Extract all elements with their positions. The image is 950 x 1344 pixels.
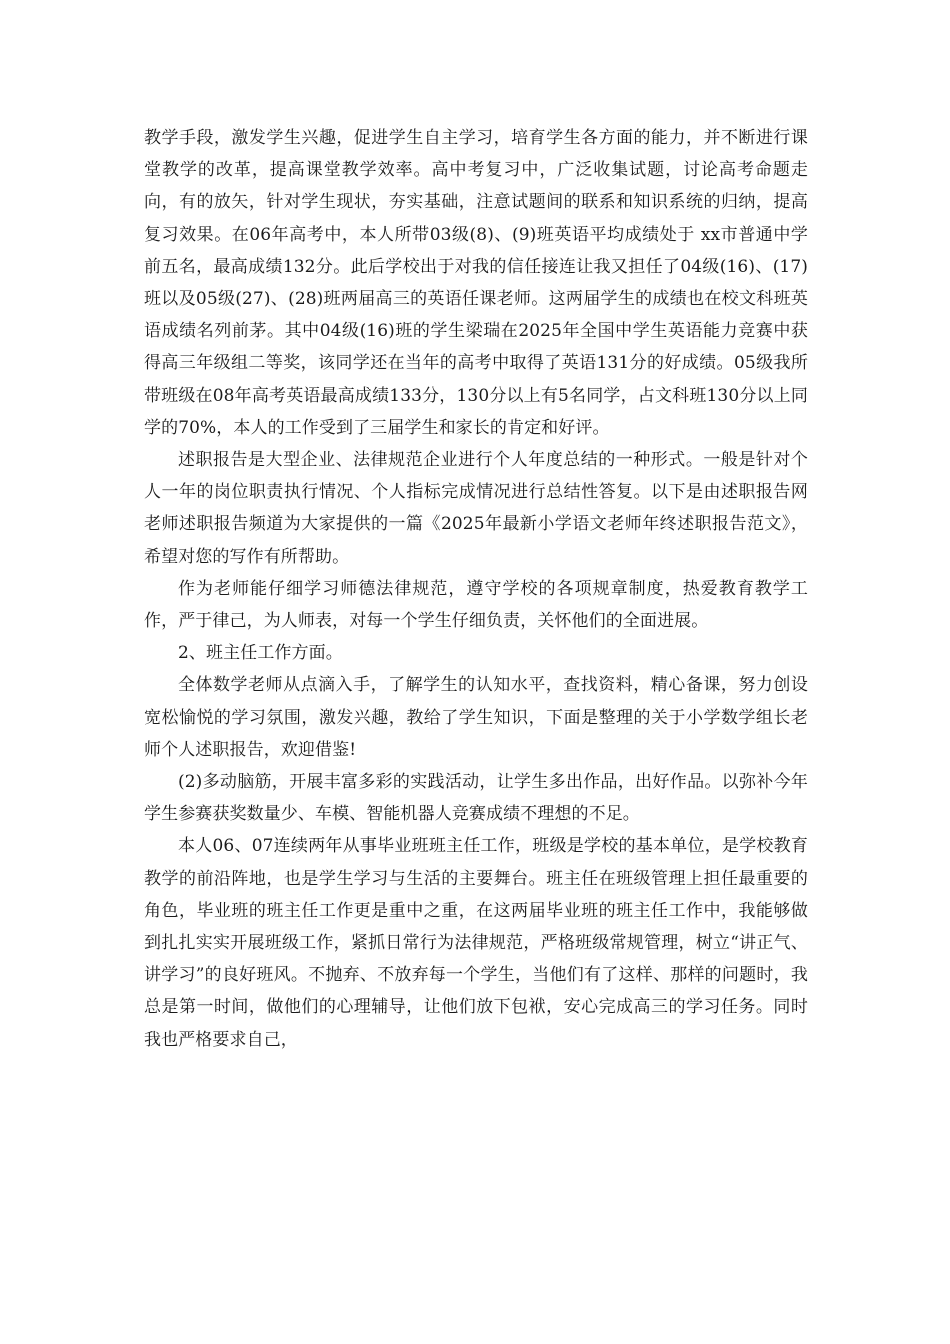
paragraph-5: 全体数学老师从点滴入手，了解学生的认知水平，查找资料，精心备课，努力创设宽松愉悦的学习氛围，激发兴趣，教给了学生知识，下面是整理的关于小学数学组长老师个人述职报告，欢迎借鉴! xyxy=(144,675,808,760)
paragraph-6: (2)多动脑筋，开展丰富多彩的实践活动，让学生多出作品，出好作品。以弥补今年学生参赛获奖数量少、车模、智能机器人竞赛成绩不理想的不足。 xyxy=(144,772,808,825)
paragraph-1: 教学手段，激发学生兴趣，促进学生自主学习，培育学生各方面的能力，并不断进行课堂教学的改革，提高课堂教学效率。高中考复习中，广泛收集试题，讨论高考命题走向，有的放矢，针对学生现状，夯实基础，注意试题间的联系和知识系统的归纳，提高复习效果。在06年高考中，本人所带03级(8)、(9)班英语平均成绩处于 xx市普通中学前五名，最高成绩132分。此后学校出于对我的信任接连让我又担任了04级(16)、(17)班以及05级(27)、(28)班两届高三的英语任课老师。这两届学生的成绩也在校文科班英语成绩名列前茅。其中04级(16)班的学生梁瑞在2025年全国中学生英语能力竞赛中获得高三年级组二等奖，该同学还在当年的高考中取得了英语131分的好成绩。05级我所带班级在08年高考英语最高成绩133分，130分以上有5名同学，占文科班130分以上同学的70%，本人的工作受到了三届学生和家长的肯定和好评。 xyxy=(144,128,808,438)
paragraph-4: 2、班主任工作方面。 xyxy=(178,643,343,664)
paragraph-3: 作为老师能仔细学习师德法律规范，遵守学校的各项规章制度，热爱教育教学工作，严于律己，为人师表，对每一个学生仔细负责，关怀他们的全面进展。 xyxy=(144,578,808,632)
paragraph-2: 述职报告是大型企业、法律规范企业进行个人年度总结的一种形式。一般是针对个人一年的岗位职责执行情况、个人指标完成情况进行总结性答复。以下是由述职报告网老师述职报告频道为大家提供的一篇《2025年最新小学语文老师年终述职报告范文》，希望对您的写作有所帮助。 xyxy=(144,450,808,567)
document-body xyxy=(144,122,808,1056)
paragraph-7: 本人06、07连续两年从事毕业班班主任工作，班级是学校的基本单位，是学校教育教学的前沿阵地，也是学生学习与生活的主要舞台。班主任在班级管理上担任最重要的角色，毕业班的班主任工作更是重中之重，在这两届毕业班的班主任工作中，我能够做到扎扎实实开展班级工作，紧抓日常行为法律规范，严格班级常规管理，树立“讲正气、讲学习”的良好班风。不抛弃、不放弃每一个学生，当他们有了这样、那样的问题时，我总是第一时间，做他们的心理辅导，让他们放下包袱，安心完成高三的学习任务。同时我也严格要求自己， xyxy=(144,836,808,1050)
